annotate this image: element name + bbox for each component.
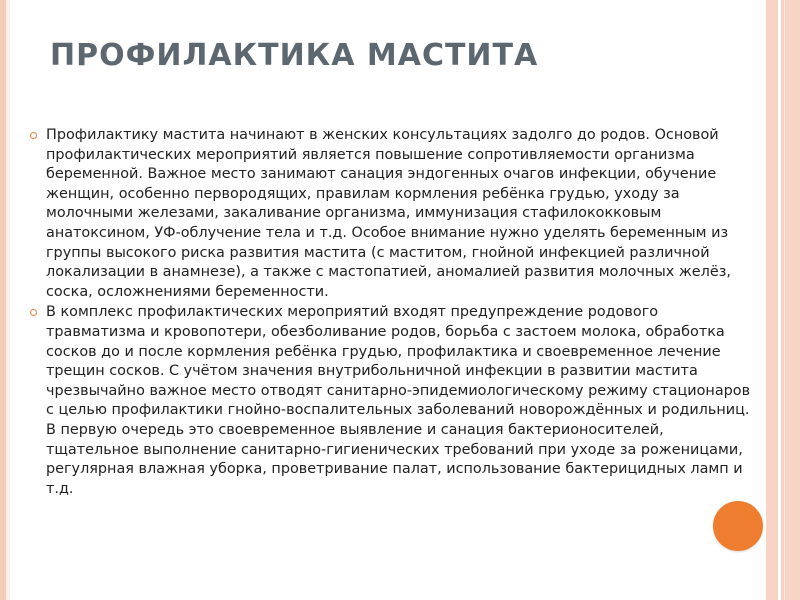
right-border-decoration bbox=[766, 0, 800, 600]
bullet-text: В комплекс профилактических мероприятий входят предупреждение родового травматизма и кровопотери, обезболивание родов, борьба с застоем молока, обработка сосков до и после кормления ребёнка грудью, профилактика и своевременное лечение трещин сосков. С учётом значения внутрибольничной инфекции в развитии мастита чрезвычайно важное место отводят санитарно-эпидемиологическому режиму стационаров с целью профилактики гнойно-воспалительных заболеваний новорождённых и родильниц. В первую очередь это своевременное выявление и санация бактерионосителей, тщательное выполнение санитарно-гигиенических требований при уходе за роженицами, регулярная влажная уборка, проветривание палат, использование бактерицидных ламп и т.д. bbox=[46, 304, 751, 497]
bullet-text: Профилактику мастита начинают в женских консультациях задолго до родов. Основой профилактических мероприятий является повышение сопротивляемости организма беременной. Важное место занимают санация эндогенных очагов инфекции, обучение женщин, особенно первородящих, правилам кормления ребёнка грудью, уходу за молочными железами, закаливание организма, иммунизация стафилококковым анатоксином, УФ-облучение тела и т.д. Особое внимание нужно уделять беременным из группы высокого риска развития мастита (с маститом, гнойной инфекцией различной локализации в анамнезе), а также с мастопатией, аномалией развития молочных желёз, соска, осложнениями беременности. bbox=[46, 127, 731, 300]
bullet-list bbox=[30, 126, 756, 500]
orange-circle-icon bbox=[713, 501, 763, 551]
bullet-item bbox=[30, 303, 756, 499]
bullet-item bbox=[30, 126, 756, 302]
bullet-ring-icon bbox=[30, 132, 37, 139]
bullet-ring-icon bbox=[30, 309, 37, 316]
right-border-thin-line bbox=[784, 0, 785, 600]
slide-title: ПРОФИЛАКТИКА МАСТИТА bbox=[50, 38, 539, 73]
left-border-shadow bbox=[6, 0, 10, 600]
right-border-line bbox=[778, 0, 781, 600]
